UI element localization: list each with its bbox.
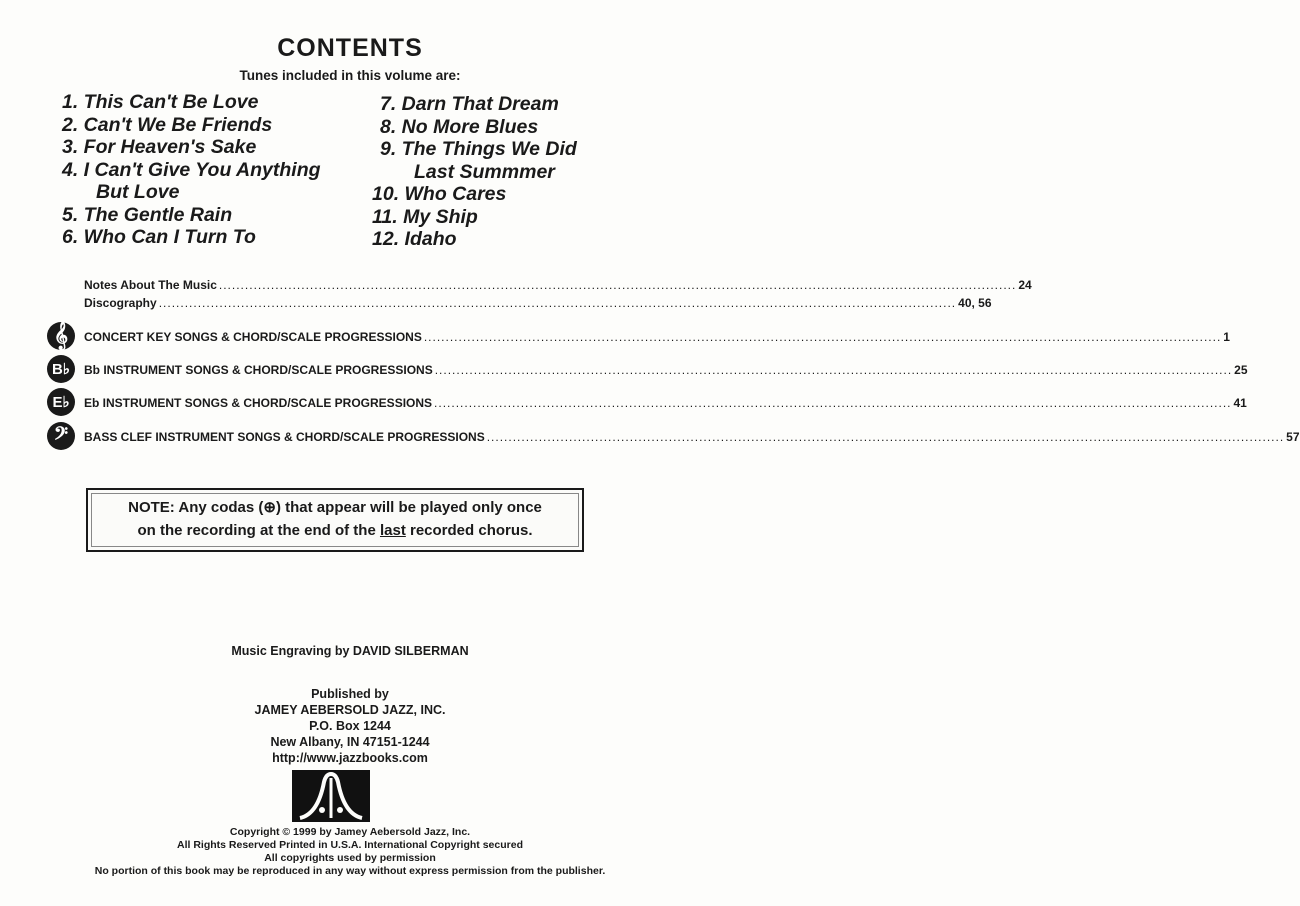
page-title: CONTENTS — [277, 34, 423, 62]
toc-discography-row — [84, 296, 992, 310]
note-suffix: ) that appear will be played only once — [275, 499, 542, 516]
publisher-logo-icon — [292, 770, 370, 822]
tune-item: 11. My Ship — [372, 205, 478, 228]
coda-icon: ⊕ — [263, 499, 276, 516]
toc-section-page: 57 — [1286, 430, 1300, 444]
note-line2-end: recorded chorus. — [405, 522, 533, 539]
publisher-website: http://www.jazzbooks.com — [272, 751, 428, 765]
note-line-1 — [88, 496, 582, 519]
toc-section-row — [84, 396, 1247, 410]
tune-item: 10. Who Cares — [372, 183, 507, 205]
leader-dots: ........................................................................................................................................................................................ — [486, 430, 1285, 444]
note-box — [86, 488, 584, 552]
tune-item: 2. Can't We Be Friends — [62, 113, 273, 136]
toc-section-row — [84, 330, 1230, 344]
toc-section-row — [84, 430, 1300, 444]
toc-notes-label: Notes About The Music — [84, 278, 217, 292]
permission-line: All copyrights used by permission — [264, 852, 436, 864]
tune-item-continuation: Last Summmer — [414, 160, 555, 183]
toc-section-label: Bb INSTRUMENT SONGS & CHORD/SCALE PROGRESSIONS — [84, 363, 433, 377]
tune-item: 8. No More Blues — [380, 115, 539, 138]
treble-clef-icon: 𝄞 — [47, 322, 75, 350]
publisher-po-box: P.O. Box 1244 — [309, 719, 391, 733]
note-line2-start: on the recording at the end of the — [137, 522, 380, 539]
toc-section-label: BASS CLEF INSTRUMENT SONGS & CHORD/SCALE PROGRESSIONS — [84, 430, 485, 444]
tune-item-continuation: But Love — [96, 181, 180, 203]
leader-dots: ........................................................................................................................................................................................ — [434, 396, 1232, 410]
tune-item: 7. Darn That Dream — [380, 93, 559, 115]
tune-item: 9. The Things We Did — [380, 138, 577, 160]
note-emphasis: last — [379, 522, 406, 539]
tune-item: 6. Who Can I Turn To — [62, 226, 256, 248]
tune-item: 3. For Heaven's Sake — [62, 136, 257, 158]
tunes-left-column — [62, 91, 321, 249]
toc-section-row — [84, 363, 1248, 377]
leader-dots: ........................................................................................................................................................................................ — [158, 296, 957, 310]
tune-item: 12. Idaho — [372, 228, 457, 250]
leader-dots: ........................................................................................................................................................................................ — [423, 330, 1222, 344]
toc-discography-label: Discography — [84, 296, 157, 310]
page-subtitle: Tunes included in this volume are: — [239, 68, 461, 83]
note-line-2 — [88, 519, 582, 542]
bass-clef-icon: 𝄢 — [47, 422, 75, 450]
toc-section-page: 41 — [1233, 396, 1247, 410]
toc-section-page: 25 — [1234, 363, 1248, 377]
rights-line: All Rights Reserved Printed in U.S.A. International Copyright secured — [177, 839, 523, 851]
tunes-right-column — [372, 93, 577, 251]
reproduction-line: No portion of this book may be reproduced in any way without express permission from the publisher. — [94, 865, 606, 877]
toc-discography-page: 40, 56 — [958, 296, 992, 310]
leader-dots: ........................................................................................................................................................................................ — [218, 278, 1017, 292]
leader-dots: ........................................................................................................................................................................................ — [434, 363, 1233, 377]
engraving-credit: Music Engraving by DAVID SILBERMAN — [231, 644, 469, 658]
e-flat-icon: E♭ — [47, 388, 75, 416]
toc-section-label: CONCERT KEY SONGS & CHORD/SCALE PROGRESSIONS — [84, 330, 422, 344]
tune-item: 4. I Can't Give You Anything — [62, 158, 321, 181]
copyright-line: Copyright © 1999 by Jamey Aebersold Jazz, Inc. — [229, 826, 471, 838]
publisher-city: New Albany, IN 47151-1244 — [270, 735, 430, 749]
tune-item: 5. The Gentle Rain — [62, 203, 233, 226]
toc-notes-page: 24 — [1018, 278, 1032, 292]
toc-section-label: Eb INSTRUMENT SONGS & CHORD/SCALE PROGRESSIONS — [84, 396, 433, 410]
b-flat-icon: B♭ — [47, 355, 75, 383]
published-by: Published by — [311, 687, 389, 701]
toc-notes-row — [84, 278, 1032, 292]
note-prefix: NOTE: Any codas ( — [128, 499, 264, 516]
toc-section-page: 1 — [1223, 330, 1230, 344]
publisher-name: JAMEY AEBERSOLD JAZZ, INC. — [254, 703, 446, 717]
tune-item: 1. This Can't Be Love — [62, 91, 259, 113]
